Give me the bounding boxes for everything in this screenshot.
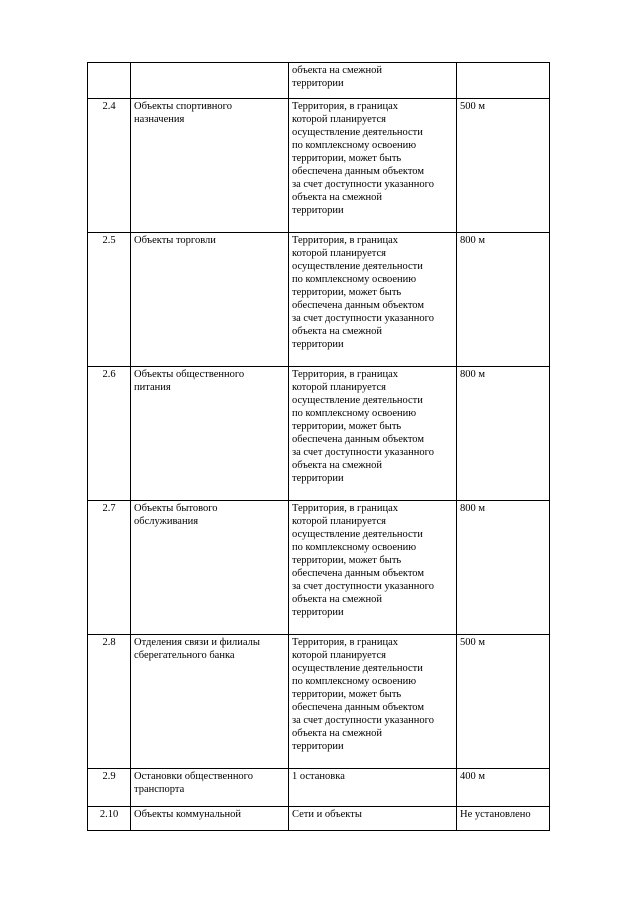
distance-cell: 800 м [457,501,550,635]
object-name-cell: Объекты бытового обслуживания [131,501,289,635]
territory-cell: Сети и объекты [289,807,457,831]
territory-cell: Территория, в границах которой планируется осуществление деятельности по комплексному освоению территории, может быть обеспечена данным объектом за счет доступности указанного объекта на смежной территории [289,501,457,635]
object-name-cell: Объекты спортивного назначения [131,99,289,233]
distance-cell [457,63,550,99]
territory-cell: Территория, в границах которой планируется осуществление деятельности по комплексному освоению территории, может быть обеспечена данным объектом за счет доступности указанного объекта на смежной территории [289,367,457,501]
distance-cell: Не установлено [457,807,550,831]
table-row [88,635,550,769]
row-number-cell [88,63,131,99]
territory-cell: Территория, в границах которой планируется осуществление деятельности по комплексному освоению территории, может быть обеспечена данным объектом за счет доступности указанного объекта на смежной территории [289,99,457,233]
object-name-cell: Объекты коммунальной [131,807,289,831]
row-number-cell: 2.10 [88,807,131,831]
territory-cell: объекта на смежной территории [289,63,457,99]
distance-cell: 400 м [457,769,550,807]
requirements-table [87,62,550,831]
territory-cell: Территория, в границах которой планируется осуществление деятельности по комплексному освоению территории, может быть обеспечена данным объектом за счет доступности указанного объекта на смежной территории [289,635,457,769]
object-name-cell [131,63,289,99]
distance-cell: 800 м [457,233,550,367]
table-row [88,63,550,99]
object-name-cell: Отделения связи и филиалы сберегательного банка [131,635,289,769]
table-row [88,807,550,831]
row-number-cell: 2.9 [88,769,131,807]
object-name-cell: Объекты торговли [131,233,289,367]
row-number-cell: 2.5 [88,233,131,367]
territory-cell: Территория, в границах которой планируется осуществление деятельности по комплексному освоению территории, может быть обеспечена данным объектом за счет доступности указанного объекта на смежной территории [289,233,457,367]
table-row [88,769,550,807]
row-number-cell: 2.6 [88,367,131,501]
row-number-cell: 2.7 [88,501,131,635]
distance-cell: 500 м [457,99,550,233]
table-row [88,233,550,367]
territory-cell: 1 остановка [289,769,457,807]
row-number-cell: 2.4 [88,99,131,233]
row-number-cell: 2.8 [88,635,131,769]
table-row [88,99,550,233]
object-name-cell: Остановки общественного транспорта [131,769,289,807]
table-row [88,501,550,635]
distance-cell: 800 м [457,367,550,501]
table-row [88,367,550,501]
distance-cell: 500 м [457,635,550,769]
object-name-cell: Объекты общественного питания [131,367,289,501]
